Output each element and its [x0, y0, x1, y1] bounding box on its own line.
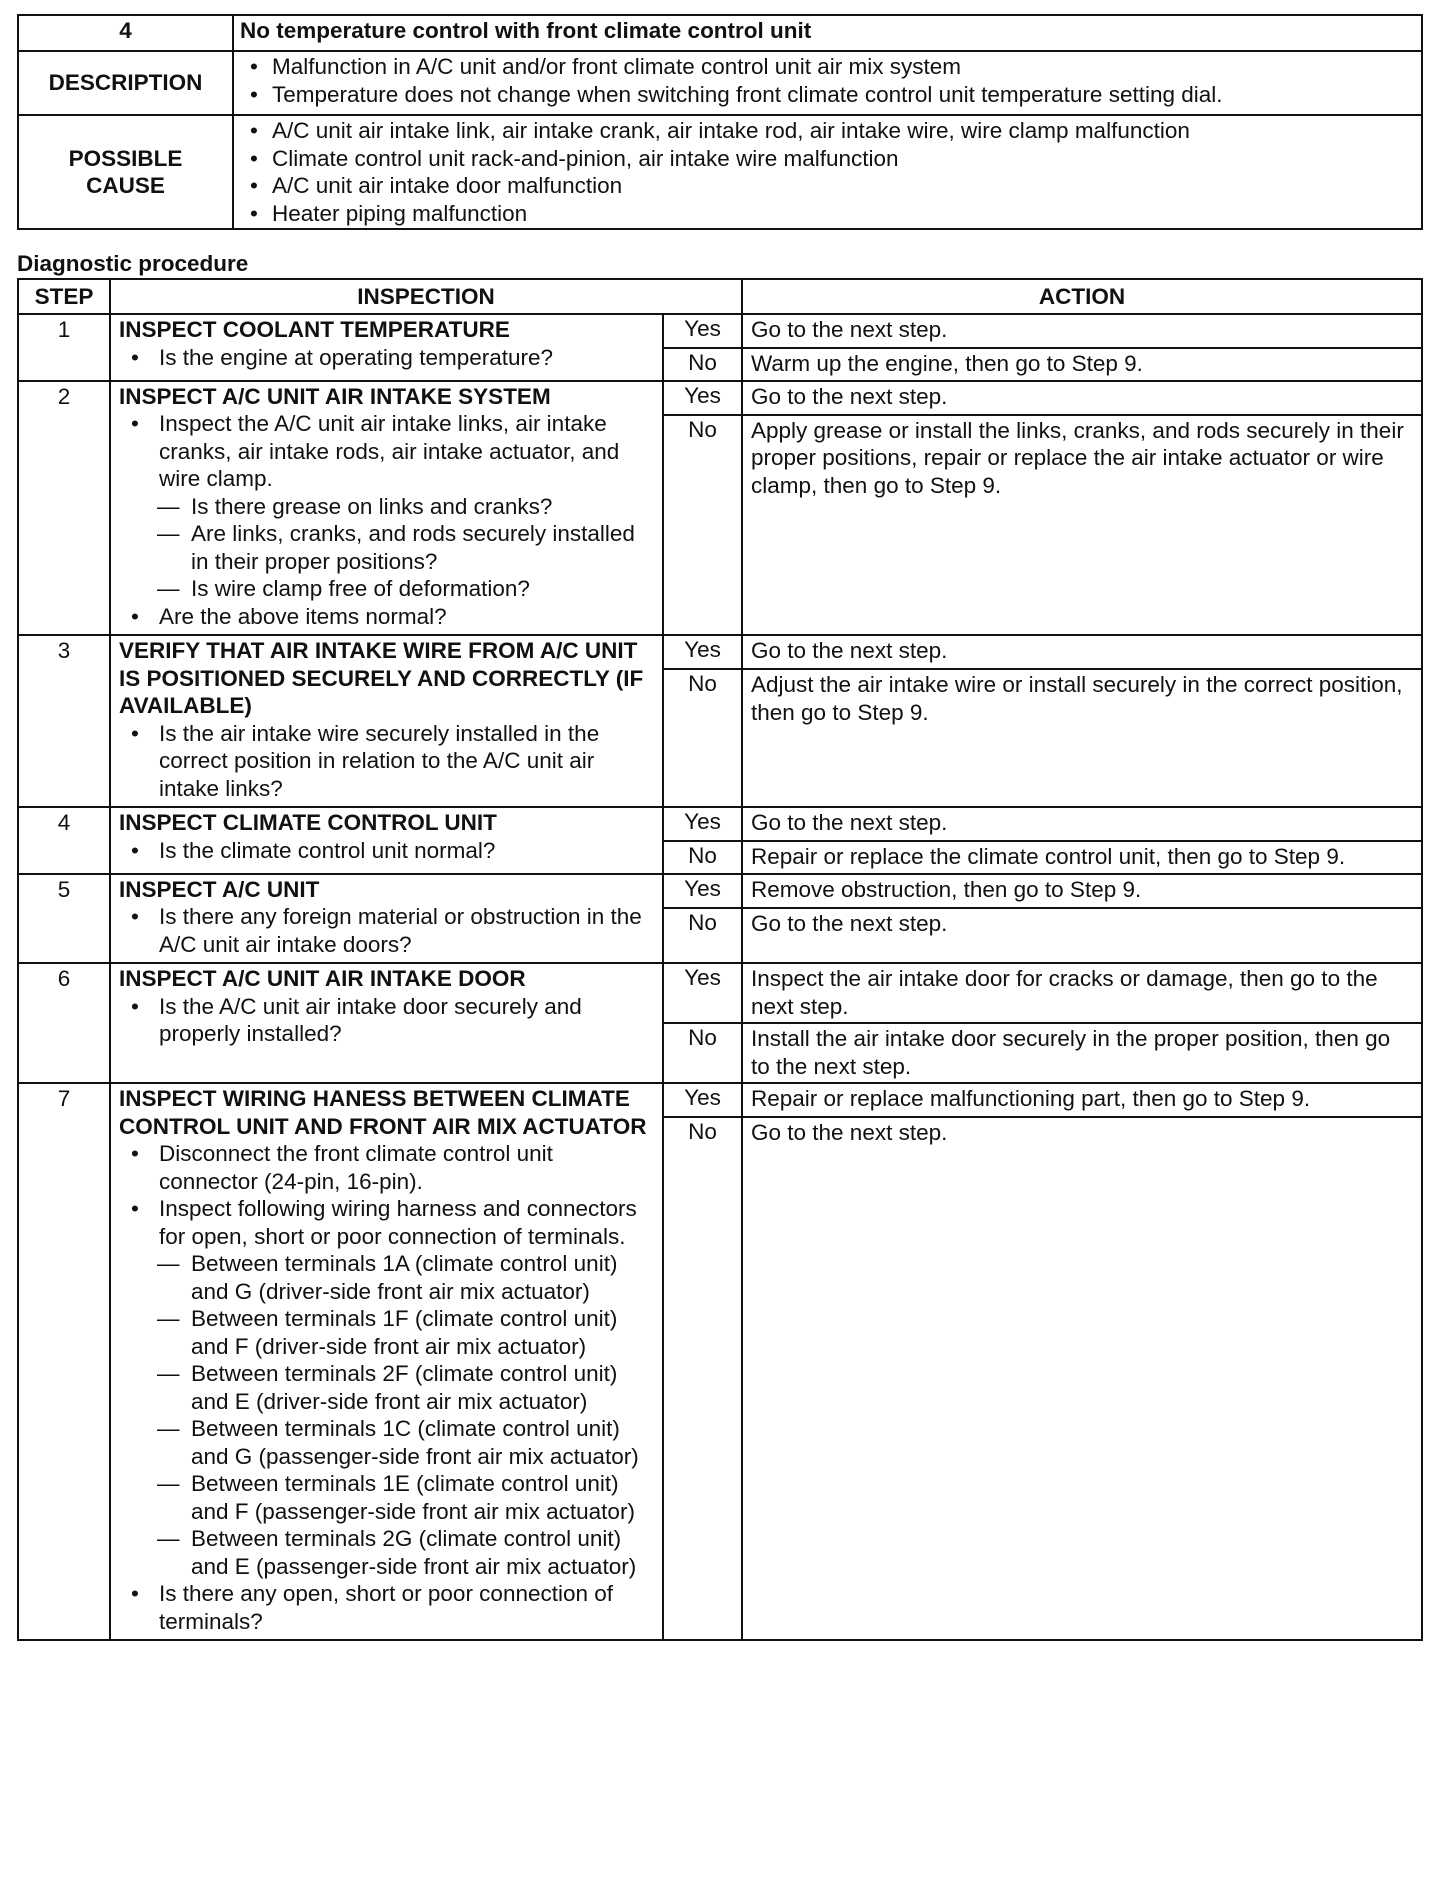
step-number: 6 — [18, 963, 110, 1083]
diagnostic-header-row — [18, 279, 1422, 314]
inspection-title: INSPECT A/C UNIT AIR INTAKE DOOR — [119, 966, 526, 991]
inspection-cell — [110, 807, 663, 874]
yes-label: Yes — [663, 635, 742, 669]
inspection-subitem: — Is wire clamp free of deformation? — [119, 575, 656, 603]
inspection-title: INSPECT COOLANT TEMPERATURE — [119, 317, 510, 342]
inspection-subitem: — Between terminals 1E (climate control unit) and F (passenger-side front air mix actuator) — [119, 1470, 656, 1525]
yes-action: Go to the next step. — [742, 807, 1422, 841]
yes-label: Yes — [663, 963, 742, 1023]
possible-cause-item: • A/C unit air intake door malfunction — [240, 172, 1415, 200]
inspection-cell — [110, 635, 663, 807]
no-action: Go to the next step. — [742, 908, 1422, 964]
step-number: 5 — [18, 874, 110, 964]
inspection-item: • Is the engine at operating temperature? — [119, 344, 656, 372]
inspection-item: • Are the above items normal? — [119, 603, 656, 631]
description-item: • Temperature does not change when switching front climate control unit temperature setting dial. — [240, 81, 1415, 109]
step-header: STEP — [18, 279, 110, 314]
yes-action: Remove obstruction, then go to Step 9. — [742, 874, 1422, 908]
inspection-cell — [110, 874, 663, 964]
inspection-title: INSPECT CLIMATE CONTROL UNIT — [119, 810, 497, 835]
action-header: ACTION — [742, 279, 1422, 314]
step-number: 4 — [18, 807, 110, 874]
description-row — [18, 51, 1422, 115]
diagnostic-table — [17, 278, 1423, 1641]
inspection-cell — [110, 314, 663, 381]
possible-cause-item: • Climate control unit rack-and-pinion, air intake wire malfunction — [240, 145, 1415, 173]
yes-label: Yes — [663, 314, 742, 348]
possible-cause-cell — [233, 115, 1422, 229]
possible-cause-label — [18, 115, 233, 229]
yes-action: Go to the next step. — [742, 381, 1422, 415]
symptom-title: No temperature control with front climate control unit — [233, 15, 1422, 51]
step-row-yes — [18, 963, 1422, 1023]
inspection-item: • Disconnect the front climate control unit connector (24-pin, 16-pin). — [119, 1140, 656, 1195]
inspection-item: • Is the A/C unit air intake door securely and properly installed? — [119, 993, 656, 1048]
yes-label: Yes — [663, 874, 742, 908]
step-row-yes — [18, 314, 1422, 348]
no-action: Adjust the air intake wire or install securely in the correct position, then go to Step 9. — [742, 669, 1422, 807]
inspection-item: • Inspect the A/C unit air intake links, air intake cranks, air intake rods, air intake actuator, and wire clamp. — [119, 410, 656, 493]
yes-action: Go to the next step. — [742, 314, 1422, 348]
inspection-title: VERIFY THAT AIR INTAKE WIRE FROM A/C UNIT IS POSITIONED SECURELY AND CORRECTLY (IF AVAILABLE) — [119, 638, 644, 718]
section-title: Diagnostic procedure — [17, 251, 249, 276]
step-row-yes — [18, 1083, 1422, 1117]
no-label: No — [663, 348, 742, 381]
description-cell — [233, 51, 1422, 115]
yes-action: Inspect the air intake door for cracks or damage, then go to the next step. — [742, 963, 1422, 1023]
possible-cause-label-line2: CAUSE — [86, 173, 165, 198]
description-label: DESCRIPTION — [18, 51, 233, 115]
no-label: No — [663, 908, 742, 964]
no-label: No — [663, 669, 742, 807]
yes-label: Yes — [663, 807, 742, 841]
yes-action: Repair or replace malfunctioning part, then go to Step 9. — [742, 1083, 1422, 1117]
step-number: 2 — [18, 381, 110, 636]
inspection-item: • Inspect following wiring harness and connectors for open, short or poor connection of terminals. — [119, 1195, 656, 1250]
inspection-item: • Is there any open, short or poor connection of terminals? — [119, 1580, 656, 1635]
possible-cause-label-line1: POSSIBLE — [68, 145, 183, 171]
inspection-cell — [110, 1083, 663, 1640]
symptom-number: 4 — [18, 15, 233, 51]
step-number: 7 — [18, 1083, 110, 1640]
inspection-item: • Is there any foreign material or obstruction in the A/C unit air intake doors? — [119, 903, 656, 958]
step-row-yes — [18, 807, 1422, 841]
no-label: No — [663, 415, 742, 636]
yes-label: Yes — [663, 1083, 742, 1117]
inspection-cell — [110, 381, 663, 636]
description-list — [240, 53, 1415, 108]
no-action: Go to the next step. — [742, 1117, 1422, 1640]
inspection-subitem: — Between terminals 1C (climate control unit) and G (passenger-side front air mix actuator) — [119, 1415, 656, 1470]
possible-cause-item: • A/C unit air intake link, air intake crank, air intake rod, air intake wire, wire clamp malfunction — [240, 117, 1415, 145]
step-number: 3 — [18, 635, 110, 807]
step-row-yes — [18, 381, 1422, 415]
inspection-subitem: — Between terminals 2G (climate control unit) and E (passenger-side front air mix actuator) — [119, 1525, 656, 1580]
no-label: No — [663, 1023, 742, 1083]
symptom-title-row — [18, 15, 1422, 51]
diagnostic-body — [18, 314, 1422, 1640]
no-action: Repair or replace the climate control unit, then go to Step 9. — [742, 841, 1422, 874]
no-label: No — [663, 841, 742, 874]
yes-action: Go to the next step. — [742, 635, 1422, 669]
no-action: Warm up the engine, then go to Step 9. — [742, 348, 1422, 381]
no-label: No — [663, 1117, 742, 1640]
inspection-title: INSPECT A/C UNIT AIR INTAKE SYSTEM — [119, 383, 551, 409]
yes-label: Yes — [663, 381, 742, 415]
symptom-table — [17, 14, 1423, 230]
step-row-yes — [18, 635, 1422, 669]
inspection-subitem: — Between terminals 1F (climate control unit) and F (driver-side front air mix actuator) — [119, 1305, 656, 1360]
inspection-subitem: — Are links, cranks, and rods securely installed in their proper positions? — [119, 520, 656, 575]
inspection-header: INSPECTION — [110, 279, 742, 314]
inspection-cell — [110, 963, 663, 1083]
inspection-item: • Is the air intake wire securely installed in the correct position in relation to the A/C unit air intake links? — [119, 720, 656, 803]
step-row-yes — [18, 874, 1422, 908]
description-item: • Malfunction in A/C unit and/or front climate control unit air mix system — [240, 53, 1415, 81]
inspection-item: • Is the climate control unit normal? — [119, 837, 656, 865]
step-number: 1 — [18, 314, 110, 381]
inspection-title: INSPECT WIRING HANESS BETWEEN CLIMATE CONTROL UNIT AND FRONT AIR MIX ACTUATOR — [119, 1086, 647, 1139]
possible-cause-item: • Heater piping malfunction — [240, 200, 1415, 228]
inspection-subitem: — Between terminals 1A (climate control unit) and G (driver-side front air mix actuator) — [119, 1250, 656, 1305]
possible-cause-row — [18, 115, 1422, 229]
inspection-subitem: — Between terminals 2F (climate control unit) and E (driver-side front air mix actuator) — [119, 1360, 656, 1415]
no-action: Install the air intake door securely in the proper position, then go to the next step. — [742, 1023, 1422, 1083]
possible-cause-list — [240, 117, 1415, 227]
document-page — [17, 14, 1423, 1641]
no-action: Apply grease or install the links, cranks, and rods securely in their proper positions, repair or replace the air intake actuator or wire clamp, then go to Step 9. — [742, 415, 1422, 636]
inspection-title: INSPECT A/C UNIT — [119, 876, 320, 902]
inspection-subitem: — Is there grease on links and cranks? — [119, 493, 656, 521]
